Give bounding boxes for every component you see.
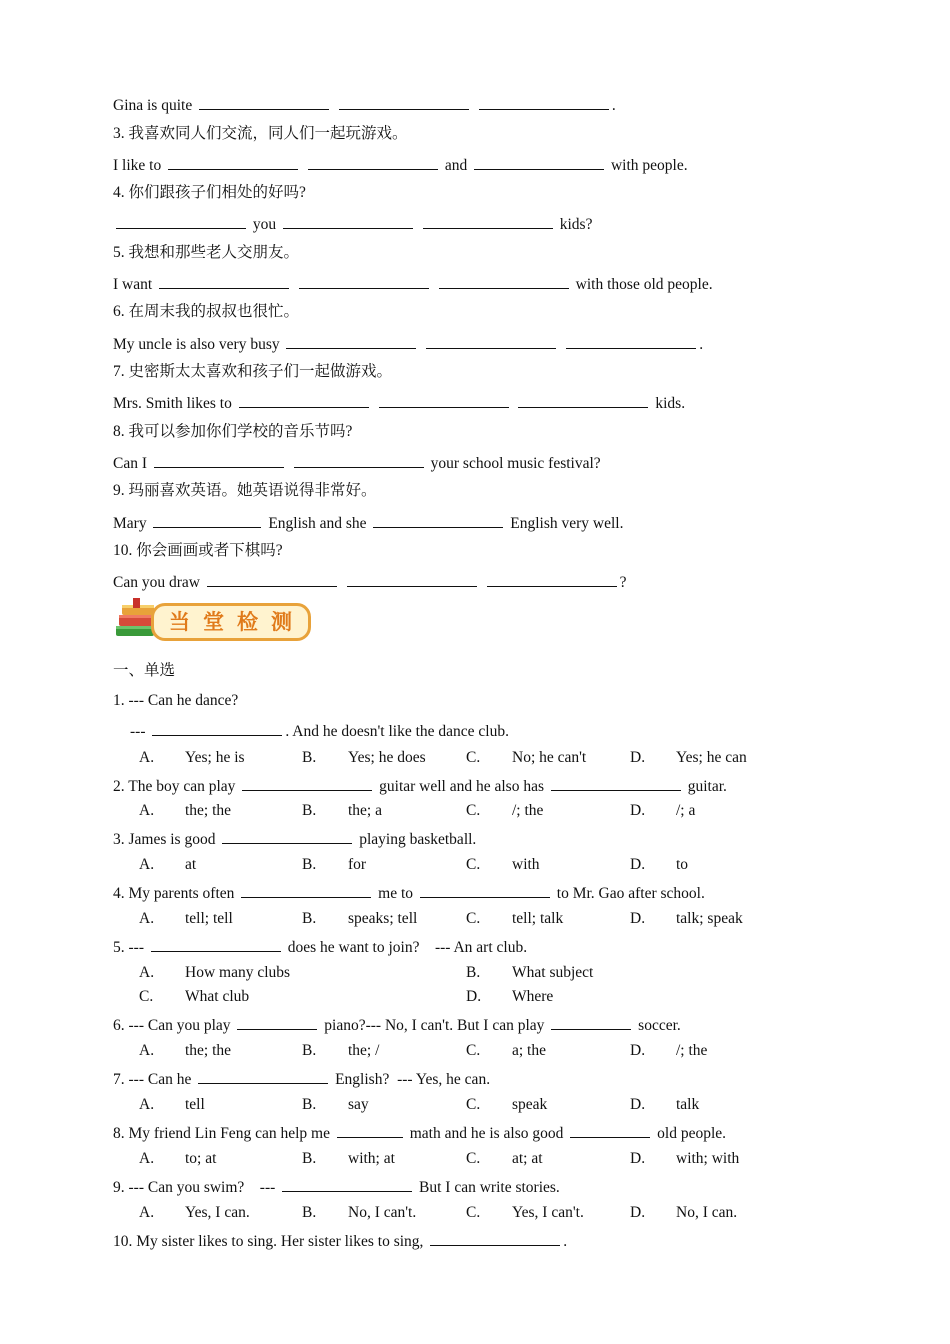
question-3-english: I like to and with people. — [113, 157, 688, 174]
answer-blank[interactable] — [439, 274, 569, 289]
answer-blank[interactable] — [373, 513, 503, 528]
option-letter: D. — [630, 749, 646, 766]
option-letter: D. — [630, 1042, 646, 1059]
question-4-chinese: 4. 你们跟孩子们相处的好吗? — [113, 184, 306, 201]
answer-blank[interactable] — [379, 393, 509, 408]
answer-blank[interactable] — [474, 155, 604, 170]
option-letter: B. — [302, 1204, 317, 1221]
question-5-chinese: 5. 我想和那些老人交朋友。 — [113, 244, 300, 261]
option-text[interactable]: tell; tell — [185, 910, 233, 927]
option-text[interactable]: the; / — [348, 1042, 380, 1059]
option-letter: B. — [302, 1042, 317, 1059]
answer-blank[interactable] — [294, 453, 424, 468]
option-letter: A. — [139, 1042, 155, 1059]
option-letter: C. — [466, 802, 481, 819]
option-text[interactable]: No, I can't. — [348, 1204, 417, 1221]
answer-blank[interactable] — [420, 883, 550, 898]
mc-question-4-stem: 4. My parents often me to to Mr. Gao after school. — [113, 885, 705, 902]
answer-blank[interactable] — [347, 572, 477, 587]
option-letter: D. — [630, 856, 646, 873]
answer-blank[interactable] — [168, 155, 298, 170]
section-banner — [113, 596, 313, 646]
option-text[interactable]: How many clubs — [185, 964, 291, 981]
option-text[interactable]: /; a — [676, 802, 696, 819]
option-text[interactable]: Yes; he does — [348, 749, 426, 766]
option-text[interactable]: with; at — [348, 1150, 395, 1167]
answer-blank[interactable] — [199, 95, 329, 110]
question-8-english: Can I your school music festival? — [113, 455, 601, 472]
option-letter: D. — [466, 988, 482, 1005]
option-letter: D. — [630, 1204, 646, 1221]
option-text[interactable]: speaks; tell — [348, 910, 418, 927]
answer-blank[interactable] — [430, 1231, 560, 1246]
answer-blank[interactable] — [159, 274, 289, 289]
answer-blank[interactable] — [299, 274, 429, 289]
option-text[interactable]: with — [512, 856, 540, 873]
option-text[interactable]: the; the — [185, 802, 232, 819]
option-text[interactable]: talk — [676, 1096, 700, 1113]
option-text[interactable]: a; the — [512, 1042, 546, 1059]
option-letter: A. — [139, 749, 155, 766]
option-text[interactable]: the; the — [185, 1042, 232, 1059]
option-text[interactable]: Yes, I can't. — [512, 1204, 584, 1221]
option-letter: B. — [302, 1096, 317, 1113]
gina-line: Gina is quite . — [113, 97, 616, 114]
mc-question-3-stem: 3. James is good playing basketball. — [113, 831, 477, 848]
mc-question-1-stem: 1. --- Can he dance? — [113, 692, 239, 709]
option-text[interactable]: Where — [512, 988, 554, 1005]
answer-blank[interactable] — [339, 95, 469, 110]
answer-blank[interactable] — [116, 214, 246, 229]
answer-blank[interactable] — [479, 95, 609, 110]
option-letter: A. — [139, 910, 155, 927]
mc-question-1-answer-line: --- . And he doesn't like the dance club. — [130, 723, 509, 740]
answer-blank[interactable] — [308, 155, 438, 170]
mc-question-7-stem: 7. --- Can he English? --- Yes, he can. — [113, 1071, 491, 1088]
option-letter: B. — [302, 856, 317, 873]
answer-blank[interactable] — [239, 393, 369, 408]
answer-blank[interactable] — [198, 1069, 328, 1084]
answer-blank[interactable] — [551, 776, 681, 791]
option-text[interactable]: with; with — [676, 1150, 740, 1167]
mc-question-2-stem: 2. The boy can play guitar well and he also has guitar. — [113, 778, 727, 795]
option-letter: B. — [466, 964, 481, 981]
answer-blank[interactable] — [152, 721, 282, 736]
mc-question-9-stem: 9. --- Can you swim? --- But I can write stories. — [113, 1179, 560, 1196]
option-text[interactable]: tell — [185, 1096, 205, 1113]
answer-blank[interactable] — [283, 214, 413, 229]
option-letter: A. — [139, 1204, 155, 1221]
answer-blank[interactable] — [487, 572, 617, 587]
option-letter: C. — [466, 910, 481, 927]
answer-blank[interactable] — [241, 883, 371, 898]
option-letter: C. — [466, 1204, 481, 1221]
option-letter: D. — [630, 1096, 646, 1113]
section-heading: 一、单选 — [113, 662, 176, 679]
option-letter: D. — [630, 910, 646, 927]
answer-blank[interactable] — [551, 1015, 631, 1030]
question-7-chinese: 7. 史密斯太太喜欢和孩子们一起做游戏。 — [113, 363, 393, 380]
answer-blank[interactable] — [518, 393, 648, 408]
answer-blank[interactable] — [423, 214, 553, 229]
option-text[interactable]: Yes, I can. — [185, 1204, 250, 1221]
answer-blank[interactable] — [154, 453, 284, 468]
answer-blank[interactable] — [286, 334, 416, 349]
question-6-chinese: 6. 在周末我的叔叔也很忙。 — [113, 303, 300, 320]
question-9-chinese: 9. 玛丽喜欢英语。她英语说得非常好。 — [113, 482, 377, 499]
answer-blank[interactable] — [151, 937, 281, 952]
answer-blank[interactable] — [566, 334, 696, 349]
option-text[interactable]: Yes; he can — [676, 749, 747, 766]
mc-question-6-stem: 6. --- Can you play piano?--- No, I can't. But I can play soccer. — [113, 1017, 681, 1034]
option-letter: B. — [302, 910, 317, 927]
option-text[interactable]: /; the — [676, 1042, 708, 1059]
question-5-english: I want with those old people. — [113, 276, 713, 293]
option-letter: A. — [139, 1150, 155, 1167]
option-letter: B. — [302, 1150, 317, 1167]
answer-blank[interactable] — [242, 776, 372, 791]
option-text[interactable]: at; at — [512, 1150, 543, 1167]
option-letter: C. — [466, 749, 481, 766]
option-text[interactable]: speak — [512, 1096, 548, 1113]
option-letter: D. — [630, 802, 646, 819]
option-text[interactable]: No; he can't — [512, 749, 587, 766]
option-text[interactable]: at — [185, 856, 197, 873]
answer-blank[interactable] — [282, 1177, 412, 1192]
mc-question-5-stem: 5. --- does he want to join? --- An art club. — [113, 939, 528, 956]
option-text[interactable]: What club — [185, 988, 250, 1005]
option-text[interactable]: to; at — [185, 1150, 217, 1167]
option-letter: C. — [466, 856, 481, 873]
question-10-english: Can you draw ? — [113, 574, 627, 591]
option-text[interactable]: What subject — [512, 964, 594, 981]
answer-blank[interactable] — [426, 334, 556, 349]
option-letter: B. — [302, 749, 317, 766]
option-letter: C. — [466, 1042, 481, 1059]
option-letter: A. — [139, 802, 155, 819]
question-6-english: My uncle is also very busy . — [113, 336, 704, 353]
answer-blank[interactable] — [570, 1123, 650, 1138]
question-8-chinese: 8. 我可以参加你们学校的音乐节吗? — [113, 423, 353, 440]
option-letter: A. — [139, 1096, 155, 1113]
answer-blank[interactable] — [153, 513, 261, 528]
option-text[interactable]: talk; speak — [676, 910, 743, 927]
option-letter: A. — [139, 856, 155, 873]
mc-question-10-stem: 10. My sister likes to sing. Her sister likes to sing, . — [113, 1233, 568, 1250]
option-text[interactable]: say — [348, 1096, 369, 1113]
option-text[interactable]: Yes; he is — [185, 749, 245, 766]
option-text[interactable]: tell; talk — [512, 910, 564, 927]
option-text[interactable]: to — [676, 856, 689, 873]
option-text[interactable]: the; a — [348, 802, 382, 819]
question-10-chinese: 10. 你会画画或者下棋吗? — [113, 542, 283, 559]
option-text[interactable]: No, I can. — [676, 1204, 738, 1221]
answer-blank[interactable] — [337, 1123, 403, 1138]
answer-blank[interactable] — [207, 572, 337, 587]
question-7-english: Mrs. Smith likes to kids. — [113, 395, 686, 412]
banner-title: 当堂检测 — [169, 610, 305, 634]
mc-question-8-stem: 8. My friend Lin Feng can help me math and he is also good old people. — [113, 1125, 727, 1142]
answer-blank[interactable] — [237, 1015, 317, 1030]
answer-blank[interactable] — [222, 829, 352, 844]
option-letter: C. — [466, 1150, 481, 1167]
question-3-chinese: 3. 我喜欢同人们交流，同人们一起玩游戏。 — [113, 125, 408, 142]
option-letter: D. — [630, 1150, 646, 1167]
option-text[interactable]: for — [348, 856, 367, 873]
option-text[interactable]: /; the — [512, 802, 544, 819]
option-letter: C. — [139, 988, 154, 1005]
option-letter: B. — [302, 802, 317, 819]
question-4-english: you kids? — [113, 214, 592, 234]
option-letter: C. — [466, 1096, 481, 1113]
question-9-english: Mary English and she English very well. — [113, 515, 624, 532]
option-letter: A. — [139, 964, 155, 981]
